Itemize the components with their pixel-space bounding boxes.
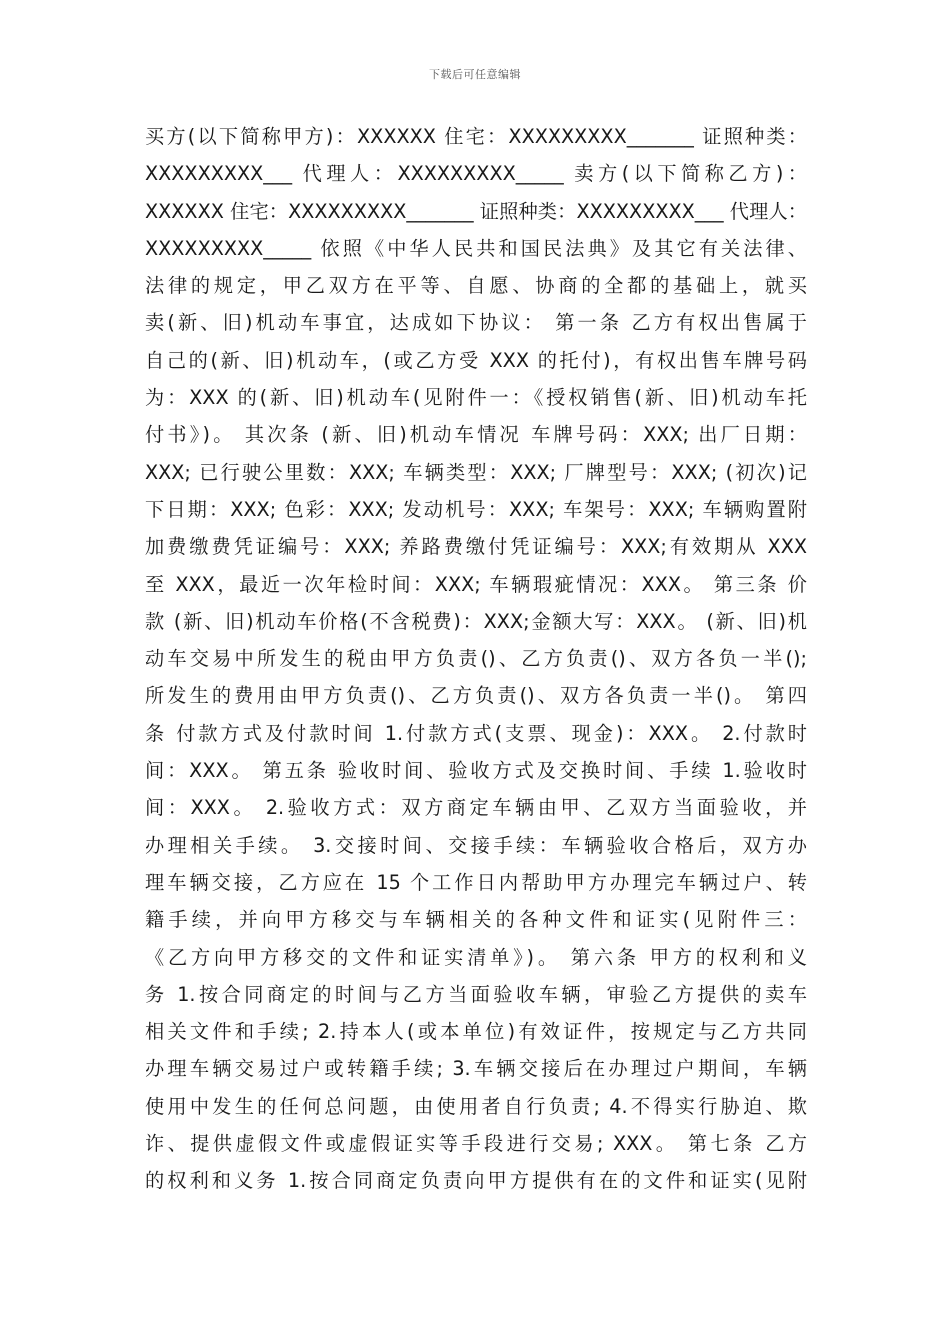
page-header: 下载后可任意编辑 xyxy=(429,68,521,81)
body-text-line: XXXXXX 住宅：XXXXXXXXX_______ 证照种类：XXXXXXXXX___ 代理人： xyxy=(145,199,807,223)
body-text-line: 动车交易中所发生的税由甲方负责()、乙方负责()、双方各负一半(); xyxy=(145,647,807,671)
body-text-line: 务 1.按合同商定的时间与乙方当面验收车辆，审验乙方提供的卖车 xyxy=(145,982,807,1006)
body-text-line: XXXXXXXXX_____ 依照《中华人民共和国民法典》及其它有关法律、 xyxy=(145,236,807,260)
body-text-line: 卖(新、旧)机动车事宜，达成如下协议： 第一条 乙方有权出售属于 xyxy=(145,311,807,335)
body-text-line: 下日期：XXX; 色彩：XXX; 发动机号：XXX; 车架号：XXX; 车辆购置附 xyxy=(145,497,807,521)
body-text-line: 条 付款方式及付款时间 1.付款方式(支票、现金)：XXX。 2.付款时 xyxy=(145,721,807,745)
body-text-line: 使用中发生的任何总问题，由使用者自行负责; 4.不得实行胁迫、欺 xyxy=(145,1094,807,1118)
document-body xyxy=(145,118,807,1200)
body-text-line: 至 XXX，最近一次年检时间：XXX; 车辆瑕疵情况：XXX。 第三条 价 xyxy=(145,572,807,596)
body-text-line: 间：XXX。 2.验收方式：双方商定车辆由甲、乙双方当面验收，并 xyxy=(145,796,807,820)
body-text-line: 诈、提供虚假文件或虚假证实等手段进行交易; XXX。 第七条 乙方 xyxy=(145,1132,807,1156)
body-text-line: XXX; 已行驶公里数：XXX; 车辆类型：XXX; 厂牌型号：XXX; (初次)记 xyxy=(145,460,807,484)
body-text-line: 理车辆交接，乙方应在 15 个工作日内帮助甲方办理完车辆过户、转 xyxy=(145,870,807,894)
body-text-line: 籍手续，并向甲方移交与车辆相关的各种文件和证实(见附件三： xyxy=(145,908,807,932)
body-text-line: 所发生的费用由甲方负责()、乙方负责()、双方各负责一半()。 第四 xyxy=(145,684,807,708)
body-text-line: 《乙方向甲方移交的文件和证实清单》)。 第六条 甲方的权利和义 xyxy=(145,945,807,969)
body-text-line: 自己的(新、旧)机动车，(或乙方受 XXX 的托付)，有权出售车牌号码 xyxy=(145,348,807,372)
body-text-line: 的权利和义务 1.按合同商定负责向甲方提供有在的文件和证实(见附 xyxy=(145,1169,807,1193)
body-text-line: 加费缴费凭证编号：XXX; 养路费缴付凭证编号：XXX;有效期从 XXX xyxy=(145,535,807,559)
body-text-line: 办理车辆交易过户或转籍手续; 3.车辆交接后在办理过户期间，车辆 xyxy=(145,1057,807,1081)
body-text-line: 买方(以下简称甲方)：XXXXXX 住宅：XXXXXXXXX_______ 证照种类： xyxy=(145,125,807,148)
body-text-line: 间：XXX。 第五条 验收时间、验收方式及交换时间、手续 1.验收时 xyxy=(145,759,807,783)
body-text-line: XXXXXXXXX___ 代理人：XXXXXXXXX_____ 卖方(以下简称乙方)： xyxy=(145,162,807,186)
body-text-line: 法律的规定，甲乙双方在平等、自愿、协商的全都的基础上，就买 xyxy=(145,274,807,298)
body-text-line: 相关文件和手续; 2.持本人(或本单位)有效证件，按规定与乙方共同 xyxy=(145,1020,807,1044)
body-text-line: 付书》)。 其次条 (新、旧)机动车情况 车牌号码：XXX; 出厂日期： xyxy=(145,423,807,447)
body-text-line: 办理相关手续。 3.交接时间、交接手续：车辆验收合格后，双方办 xyxy=(145,833,807,857)
body-text-line: 款 (新、旧)机动车价格(不含税费)：XXX;金额大写：XXX。 (新、旧)机 xyxy=(145,609,807,633)
body-text-line: 为：XXX 的(新、旧)机动车(见附件一：《授权销售(新、旧)机动车托 xyxy=(145,386,807,410)
